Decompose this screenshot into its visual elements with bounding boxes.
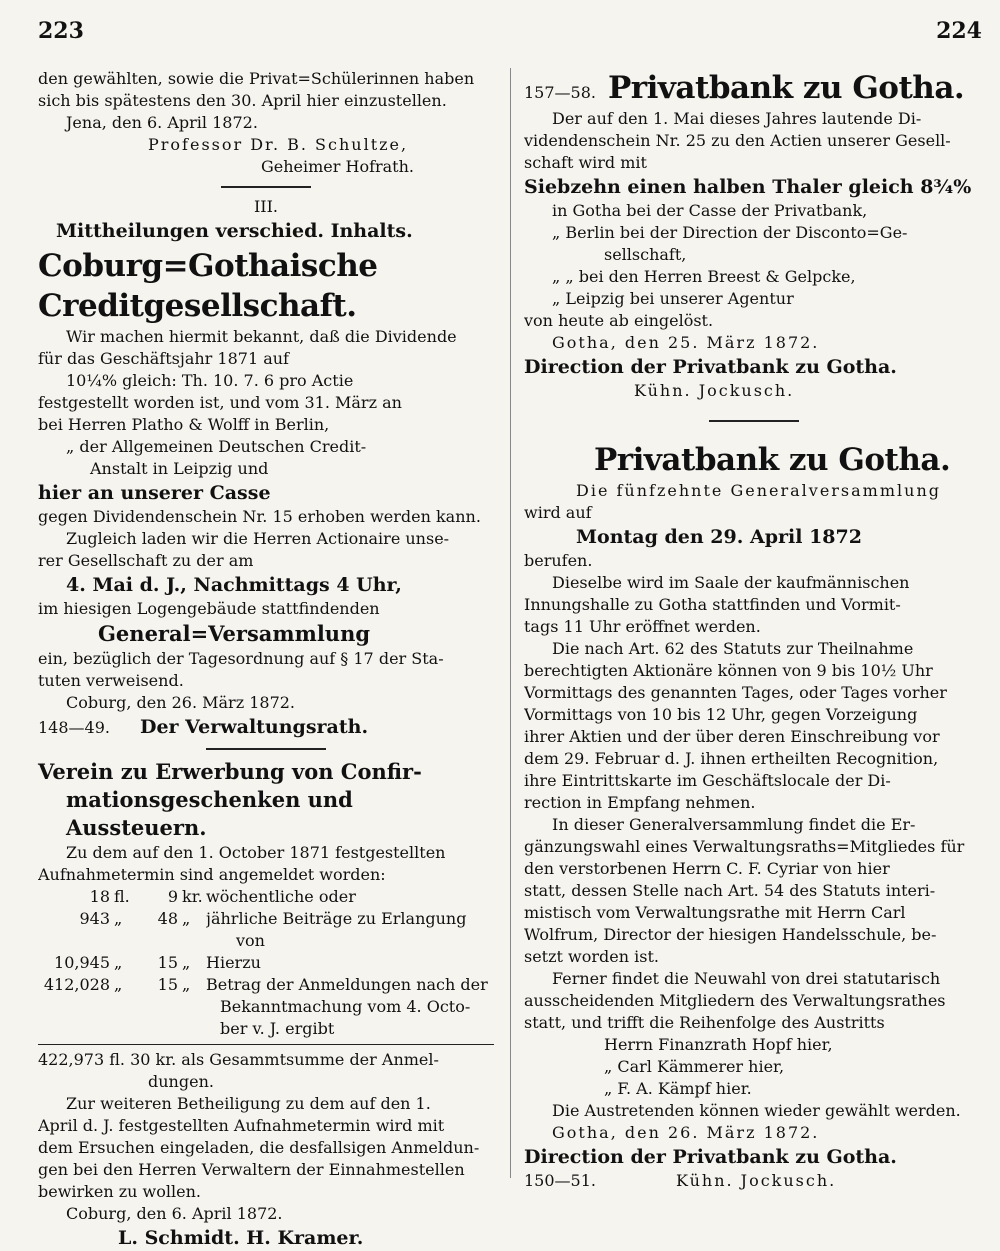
table-cell: kr.	[182, 887, 203, 906]
page-number-left: 223	[38, 18, 84, 44]
text-line: Zu dem auf den 1. October 1871 festgestellten	[66, 843, 446, 862]
text-line: bewirken zu wollen.	[38, 1182, 201, 1201]
text-line: Der auf den 1. Mai dieses Jahres lautende Di-	[552, 109, 922, 128]
text-line: berufen.	[524, 551, 593, 570]
table-cell: Hierzu	[206, 953, 261, 972]
text-line: den verstorbenen Herrn C. F. Cyriar von hier	[524, 859, 890, 878]
table-cell: 412,028	[43, 975, 110, 994]
table-cell	[182, 1018, 206, 1040]
text-line: dem Ersuchen eingeladen, die desfallsigen Anmeldun-	[38, 1138, 480, 1157]
text-line: gänzungswahl eines Verwaltungsraths=Mitgliedes für	[524, 837, 965, 856]
text-line: Ferner findet die Neuwahl von drei statutarisch	[552, 969, 941, 988]
text-line: im hiesigen Logengebäude stattfindenden	[38, 599, 380, 618]
signature-line: Direction der Privatbank zu Gotha.	[524, 1146, 897, 1168]
text-line: tags 11 Uhr eröffnet werden.	[524, 617, 761, 636]
text-line: Innungshalle zu Gotha stattfinden und Vormit-	[524, 595, 901, 614]
total-line: dungen.	[148, 1072, 214, 1091]
text-line: Die nach Art. 62 des Statuts zur Theilnahme	[552, 639, 914, 658]
right-column	[524, 68, 984, 1192]
text-line: videndenschein Nr. 25 zu den Actien unserer Gesell-	[524, 131, 951, 150]
table-cell: wöchentliche oder	[206, 887, 356, 906]
text-line: setzt worden ist.	[524, 947, 659, 966]
text-line: rection in Empfang nehmen.	[524, 793, 756, 812]
table-cell: 18	[89, 887, 110, 906]
signature-line: Kühn. Jockusch.	[634, 381, 795, 400]
contributions-table	[38, 886, 494, 1040]
table-cell: 15	[157, 953, 178, 972]
text-line: berechtigten Aktionäre können von 9 bis 10½ Uhr	[524, 661, 933, 680]
text-line: statt, dessen Stelle nach Art. 54 des Statuts interi-	[524, 881, 936, 900]
table-cell: „	[114, 909, 123, 928]
text-line: dem 29. Februar d. J. ihnen ertheilten Recognition,	[524, 749, 939, 768]
text-line: Aufnahmetermin sind angemeldet worden:	[38, 865, 386, 884]
bold-line: hier an unserer Casse	[38, 482, 271, 504]
text-line: ihre Eintrittskarte im Geschäftslocale der Di-	[524, 771, 891, 790]
left-column	[38, 68, 494, 1251]
dividend-amount: Siebzehn einen halben Thaler gleich 8¾%	[524, 176, 972, 198]
text-line: schaft wird mit	[524, 153, 647, 172]
text-line: Zur weiteren Betheiligung zu dem auf den 1.	[66, 1094, 431, 1113]
column-divider	[510, 68, 511, 1178]
table-cell	[38, 930, 114, 952]
notice-title-privatbank: Privatbank zu Gotha.	[594, 442, 951, 478]
table-cell: „	[182, 909, 191, 928]
text-line: statt, und trifft die Reihenfolge des Austritts	[524, 1013, 885, 1032]
text-line: tuten verweisend.	[38, 671, 184, 690]
text-line: „ Berlin bei der Direction der Disconto=Ge-	[552, 223, 908, 242]
table-cell: jährliche Beiträge zu Erlangung	[206, 909, 467, 928]
member-line: „ F. A. Kämpf hier.	[604, 1079, 752, 1098]
member-line: „ Carl Kämmerer hier,	[604, 1057, 785, 1076]
text-line: gegen Dividendenschein Nr. 15 erhoben werden kann.	[38, 507, 481, 526]
table-cell: 9	[167, 887, 178, 906]
text-line: Gotha, den 25. März 1872.	[552, 333, 820, 352]
text-line: Jena, den 6. April 1872.	[66, 113, 258, 132]
notice-title-privatbank: Privatbank zu Gotha.	[607, 70, 965, 106]
meeting-date: Montag den 29. April 1872	[576, 526, 862, 548]
table-cell	[144, 996, 182, 1018]
meeting-date: 4. Mai d. J., Nachmittags 4 Uhr,	[66, 574, 402, 596]
signature-line: Direction der Privatbank zu Gotha.	[524, 356, 897, 378]
text-line: „ „ bei den Herren Breest & Gelpcke,	[552, 267, 856, 286]
page-number-right: 224	[936, 18, 982, 44]
text-line: für das Geschäftsjahr 1871 auf	[38, 349, 289, 368]
total-line: 422,973 fl. 30 kr. als Gesammtsumme der Anmel-	[38, 1050, 439, 1069]
table-cell	[182, 996, 206, 1018]
text-line: von heute ab eingelöst.	[524, 311, 714, 330]
notice-title-coburg: Coburg=Gothaische Creditgesellschaft.	[38, 248, 378, 324]
text-line: wird auf	[524, 503, 592, 522]
text-line: Wir machen hiermit bekannt, daß die Dividende	[66, 327, 457, 346]
divider-rule	[709, 420, 799, 422]
text-line: rer Gesellschaft zu der am	[38, 551, 254, 570]
text-line: Die Austretenden können wieder gewählt werden.	[552, 1101, 961, 1120]
notice-title-verein: Verein zu Erwerbung von Confir-	[38, 759, 422, 784]
signature-line: Professor Dr. B. Schultze,	[148, 135, 409, 154]
signature-line: Geheimer Hofrath.	[260, 157, 414, 176]
text-line: sellschaft,	[604, 245, 687, 264]
table-cell	[114, 1018, 144, 1040]
table-cell	[144, 930, 182, 952]
text-line: Zugleich laden wir die Herren Actionaire unse-	[66, 529, 450, 548]
table-cell: „	[182, 953, 191, 972]
table-cell: „	[114, 975, 123, 994]
text-line: ein, bezüglich der Tagesordnung auf § 17 der Sta-	[38, 649, 444, 668]
table-cell: ber v. J. ergibt	[220, 1019, 335, 1038]
table-cell: von	[236, 931, 265, 950]
notice-number: 148—49.	[38, 718, 110, 737]
table-cell: 943	[79, 909, 110, 928]
table-cell	[38, 996, 114, 1018]
text-line: mistisch vom Verwaltungsrathe mit Herrn Carl	[524, 903, 906, 922]
divider-rule	[221, 186, 311, 188]
notice-number: 150—51.	[524, 1171, 596, 1190]
text-line: Die fünfzehnte Generalversammlung	[576, 481, 941, 500]
text-line: Gotha, den 26. März 1872.	[552, 1123, 820, 1142]
signature-line: L. Schmidt. H. Kramer.	[118, 1227, 364, 1249]
signature-line: Kühn. Jockusch.	[675, 1171, 837, 1190]
table-cell: Bekanntmachung vom 4. Octo-	[220, 997, 471, 1016]
text-line: in Gotha bei der Casse der Privatbank,	[552, 201, 868, 220]
table-cell	[38, 1018, 114, 1040]
text-line: Vormittags des genannten Tages, oder Tages vorher	[524, 683, 947, 702]
text-line: Dieselbe wird im Saale der kaufmännischen	[552, 573, 910, 592]
table-cell: 48	[157, 909, 178, 928]
table-cell	[144, 1018, 182, 1040]
text-line: Wolfrum, Director der hiesigen Handelsschule, be-	[524, 925, 937, 944]
notice-title-verein: mationsgeschenken und Aussteuern.	[66, 787, 353, 840]
table-cell: „	[114, 953, 123, 972]
table-cell: 15	[157, 975, 178, 994]
text-line: den gewählten, sowie die Privat=Schülerinnen haben	[38, 69, 475, 88]
section-title: Mittheilungen verschied. Inhalts.	[56, 220, 413, 242]
table-cell: 10,945	[54, 953, 110, 972]
text-line: April d. J. festgestellten Aufnahmetermin wird mit	[38, 1116, 445, 1135]
member-line: Herrn Finanzrath Hopf hier,	[604, 1035, 833, 1054]
divider-rule	[206, 748, 326, 750]
text-line: gen bei den Herren Verwaltern der Einnahmestellen	[38, 1160, 465, 1179]
text-line: ausscheidenden Mitgliedern des Verwaltungsrathes	[524, 991, 946, 1010]
table-cell	[114, 930, 144, 952]
notice-number: 157—58.	[524, 83, 596, 102]
text-line: festgestellt worden ist, und vom 31. März an	[38, 393, 402, 412]
table-cell: Betrag der Anmeldungen nach der	[206, 975, 488, 994]
table-cell	[114, 996, 144, 1018]
general-assembly-heading: General=Versammlung	[98, 621, 371, 646]
text-line: „ Leipzig bei unserer Agentur	[552, 289, 794, 308]
text-line: ihrer Aktien und der über deren Einschreibung vor	[524, 727, 940, 746]
section-number: III.	[253, 197, 279, 216]
table-cell: „	[182, 975, 191, 994]
text-line: Vormittags von 10 bis 12 Uhr, gegen Vorzeigung	[524, 705, 918, 724]
text-line: Coburg, den 26. März 1872.	[66, 693, 296, 712]
table-cell	[182, 930, 206, 952]
text-line: Coburg, den 6. April 1872.	[66, 1204, 283, 1223]
table-cell: fl.	[114, 887, 130, 906]
text-line: Anstalt in Leipzig und	[90, 459, 269, 478]
text-line: sich bis spätestens den 30. April hier einzustellen.	[38, 91, 447, 110]
text-line: bei Herren Platho & Wolff in Berlin,	[38, 415, 330, 434]
sum-rule	[38, 1044, 494, 1045]
text-line: 10¼% gleich: Th. 10. 7. 6 pro Actie	[66, 371, 354, 390]
text-line: „ der Allgemeinen Deutschen Credit-	[66, 437, 367, 456]
text-line: In dieser Generalversammlung findet die Er-	[552, 815, 916, 834]
signature-line: Der Verwaltungsrath.	[139, 716, 369, 738]
